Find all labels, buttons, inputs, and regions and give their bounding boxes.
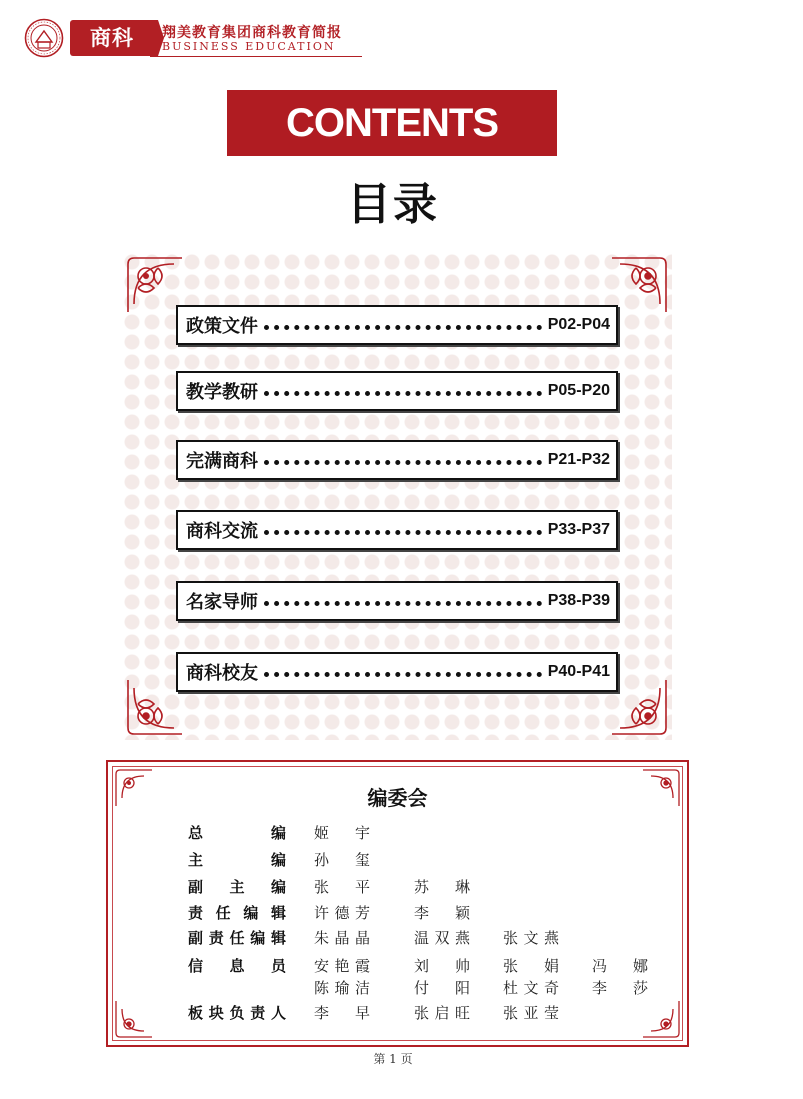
toc-item-label: 名家导师 [186, 592, 258, 613]
toc-item-pages: P02-P04 [547, 316, 610, 333]
toc-leader-dots [264, 601, 542, 606]
toc-item-policy[interactable] [176, 305, 618, 345]
brand-badge: 商科 [70, 20, 154, 56]
toc-item-label: 完满商科 [186, 451, 258, 472]
school-seal-logo [24, 18, 64, 58]
toc-item-alumni[interactable] [176, 652, 618, 692]
board-member-name: 张 启 旺 [414, 1004, 470, 1022]
board-role: 信 息 员 [188, 957, 286, 975]
toc-item-label: 政策文件 [186, 316, 258, 337]
board-member-name: 温 双 燕 [414, 929, 470, 947]
board-member-name: 孙 玺 [314, 851, 370, 869]
board-member-name: 杜 文 奇 [503, 979, 559, 997]
board-member-name: 安 艳 霞 [314, 957, 370, 975]
board-member-name: 李 颖 [414, 904, 470, 922]
board-member-name: 苏 琳 [414, 878, 470, 896]
board-title: 编委会 [367, 786, 428, 810]
page-title: 目录 [347, 179, 439, 230]
board-corner-br-icon [641, 999, 681, 1039]
board-role: 板 块 负 责 人 [188, 1004, 286, 1022]
board-member-name: 冯 娜 [592, 957, 648, 975]
board-role: 副 责 任 编 辑 [188, 929, 286, 947]
board-role: 总 编 [188, 824, 286, 842]
toc-item-teaching[interactable] [176, 371, 618, 411]
toc-item-pages: P33-P37 [547, 521, 610, 538]
board-member-name: 姬 宇 [314, 824, 370, 842]
board-member-name: 张 娟 [503, 957, 559, 975]
toc-item-exchange[interactable] [176, 510, 618, 550]
board-member-name: 李 莎 [592, 979, 648, 997]
page-number: 第 1 页 [373, 1052, 413, 1066]
toc-item-label: 商科交流 [186, 521, 258, 542]
board-member-name: 许 德 芳 [314, 904, 370, 922]
toc-item-label: 商科校友 [186, 663, 258, 684]
newsletter-title-en: BUSINESS EDUCATION [162, 40, 336, 53]
toc-item-label: 教学教研 [186, 382, 258, 403]
toc-item-pages: P05-P20 [547, 382, 610, 399]
board-member-name: 张 亚 莹 [503, 1004, 559, 1022]
toc-leader-dots [264, 460, 542, 465]
board-member-name: 李 早 [314, 1004, 370, 1022]
board-member-name: 朱 晶 晶 [314, 929, 370, 947]
toc-item-pages: P21-P32 [547, 451, 610, 468]
header-underline [150, 56, 362, 57]
board-member-name: 刘 帅 [414, 957, 470, 975]
toc-leader-dots [264, 530, 542, 535]
contents-banner: CONTENTS [227, 90, 557, 156]
toc-item-pages: P40-P41 [547, 663, 610, 680]
toc-item-pages: P38-P39 [547, 592, 610, 609]
toc-item-complete-business[interactable] [176, 440, 618, 480]
board-member-name: 付 阳 [414, 979, 470, 997]
board-member-name: 张 平 [314, 878, 370, 896]
toc-leader-dots [264, 391, 542, 396]
toc-leader-dots [264, 325, 542, 330]
board-member-name: 张 文 燕 [503, 929, 559, 947]
board-corner-bl-icon [114, 999, 154, 1039]
board-role: 主 编 [188, 851, 286, 869]
board-role: 副 主 编 [188, 878, 286, 896]
toc-leader-dots [264, 672, 542, 677]
board-member-name: 陈 瑜 洁 [314, 979, 370, 997]
toc-item-mentors[interactable] [176, 581, 618, 621]
board-role: 责 任 编 辑 [188, 904, 286, 922]
newsletter-title-cn: 翔美教育集团商科教育简报 [162, 25, 342, 41]
